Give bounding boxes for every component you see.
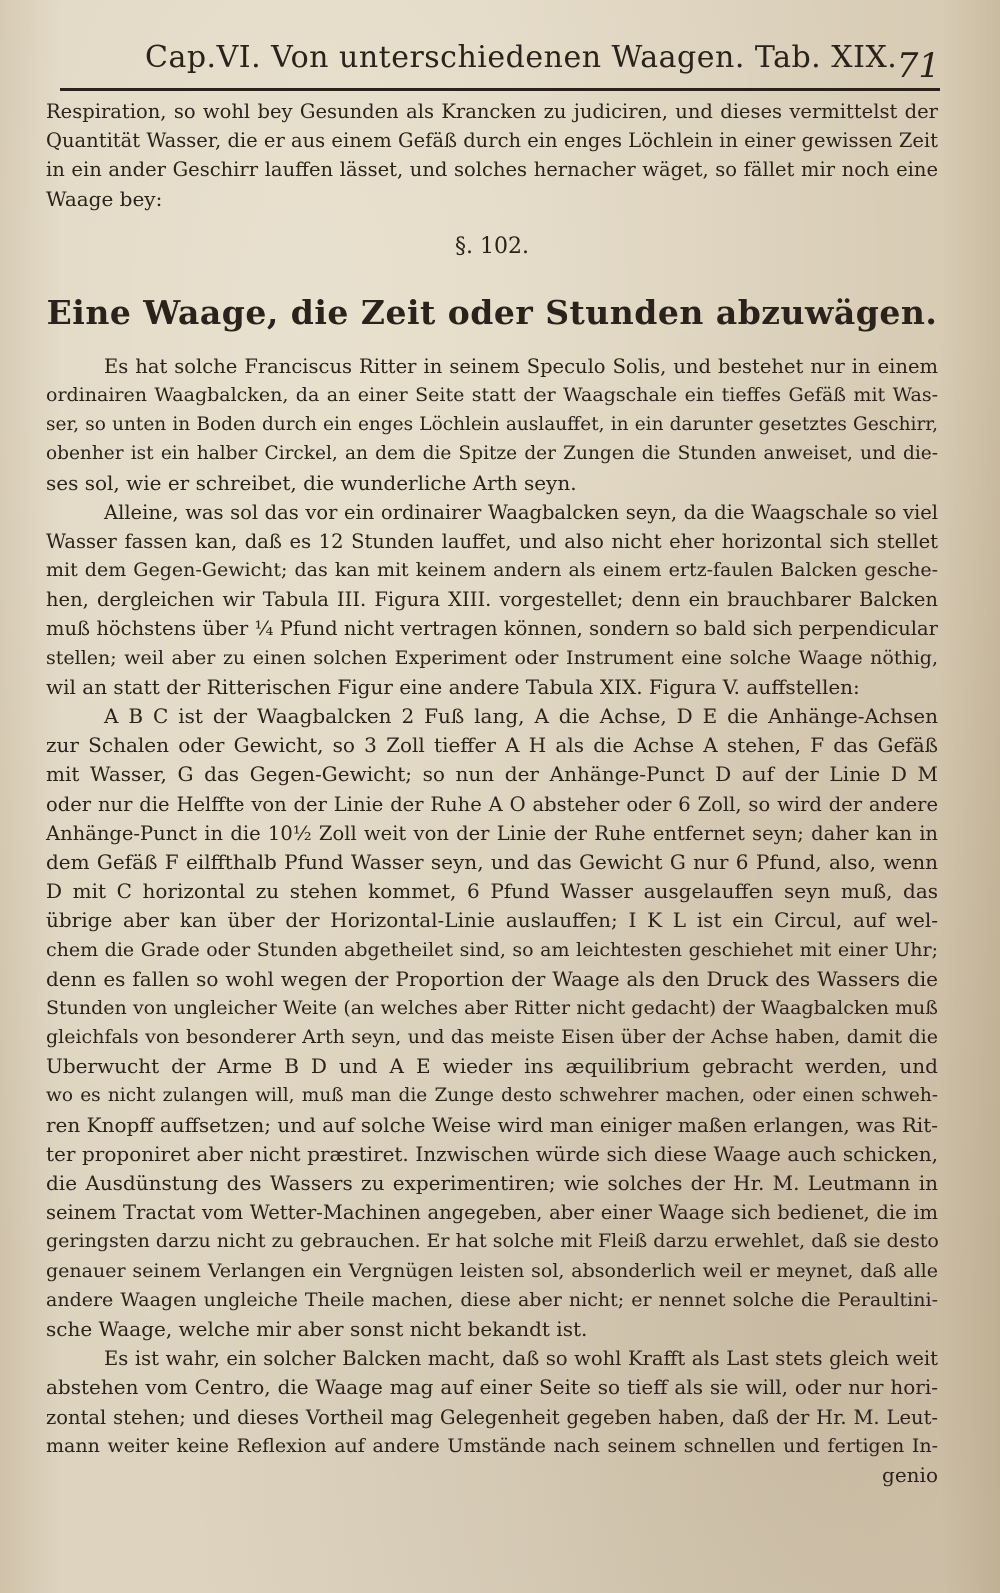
- text-line: Waage bey:: [46, 186, 163, 211]
- text-line: dem Gefäß F eilffthalb Pfund Wasser seyn, und das Gewicht G nur 6 Pfund, also, wenn: [46, 849, 938, 874]
- text-line: D mit C horizontal zu stehen kommet, 6 Pfund Wasser ausgelauffen seyn muß, das: [46, 879, 938, 904]
- page-header: [60, 40, 940, 90]
- text-line: obenher ist ein halber Circkel, an dem die Spitze der Zungen die Stunden anweiset, und die-: [46, 443, 938, 465]
- running-title: Cap.VI. Von unterschiedenen Waagen. Tab. XIX.: [145, 40, 898, 75]
- catchword: genio: [882, 1462, 938, 1487]
- text-line: denn es fallen so wohl wegen der Proportion der Waage als den Druck des Wassers die: [46, 966, 938, 991]
- text-line: sche Waage, welche mir aber sonst nicht bekandt ist.: [46, 1316, 588, 1341]
- text-line: zontal stehen; und dieses Vortheil mag Gelegenheit gegeben haben, daß der Hr. M. Leut-: [46, 1405, 938, 1429]
- text-line: mit dem Gegen-Gewicht; das kan mit keinem andern als einem ertz-faulen Balcken gesche-: [46, 559, 938, 582]
- text-line: seinem Tractat vom Wetter-Machinen angegeben, aber einer Waage sich bedienet, die im: [46, 1201, 938, 1225]
- text-line: andere Waagen ungleiche Theile machen, diese aber nicht; er nennet solche die Peraultini-: [46, 1288, 938, 1311]
- text-line: chem die Grade oder Stunden abgetheilet sind, so am leichtesten geschiehet mit einer Uhr;: [46, 938, 938, 961]
- text-line: gleichfals von besonderer Arth seyn, und das meiste Eisen über der Achse haben, damit die: [46, 1026, 938, 1049]
- text-line: in ein ander Geschirr lauffen lässet, und solches hernacher wäget, so fället mir noch eine: [46, 158, 938, 182]
- text-line: mit Wasser, G das Gegen-Gewicht; so nun der Anhänge-Punct D auf der Linie D M: [46, 762, 938, 787]
- text-line: Stunden von ungleicher Weite (an welches aber Ritter nicht gedacht) der Waagbalcken muß: [46, 996, 938, 1019]
- text-line: muß höchstens über ¼ Pfund nicht vertragen können, sondern so bald sich perpendicular: [46, 617, 938, 641]
- text-line: zur Schalen oder Gewicht, so 3 Zoll tieffer A H als die Achse A stehen, F das Gefäß: [46, 733, 938, 758]
- text-line: wo es nicht zulangen will, muß man die Zunge desto schwehrer machen, oder einen schweh-: [46, 1085, 938, 1107]
- page-number: 71: [896, 46, 940, 86]
- text-line: geringsten darzu nicht zu gebrauchen. Er hat solche mit Fleiß darzu erwehlet, daß sie desto: [46, 1230, 939, 1253]
- text-line: abstehen vom Centro, die Waage mag auf einer Seite so tieff als sie will, oder nur hori-: [46, 1375, 938, 1400]
- text-line: Respiration, so wohl bey Gesunden als Krancken zu judiciren, und dieses vermittelst der: [46, 100, 938, 123]
- paragraph-2: [46, 498, 938, 702]
- body-text: [46, 97, 938, 1490]
- text-line: wil an statt der Ritterischen Figur eine andere Tabula XIX. Figura V. auffstellen:: [46, 674, 860, 699]
- section-heading: Eine Waage, die Zeit oder Stunden abzuwägen.: [46, 292, 938, 332]
- text-line: Quantität Wasser, die er aus einem Gefäß durch ein enges Löchlein in einer gewissen Zeit: [46, 129, 938, 153]
- text-line: Alleine, was sol das vor ein ordinairer Waagbalcken seyn, da die Waagschale so viel: [104, 500, 938, 524]
- text-line: ren Knopff auffsetzen; und auf solche Weise wird man einiger maßen erlangen, was Rit-: [46, 1112, 938, 1137]
- text-line: Wasser fassen kan, daß es 12 Stunden lauffet, und also nicht eher horizontal sich stellet: [46, 529, 938, 553]
- text-line: hen, dergleichen wir Tabula III. Figura XIII. vorgestellet; denn ein brauchbarer Balcken: [46, 588, 938, 612]
- text-line: stellen; weil aber zu einen solchen Experiment oder Instrument eine solche Waage nöthig,: [46, 646, 938, 669]
- text-line: Anhänge-Punct in die 10½ Zoll weit von der Linie der Ruhe entfernet seyn; daher kan in: [46, 821, 938, 845]
- paragraph-3: [46, 702, 938, 1344]
- text-line: ter proponiret aber nicht præstiret. Inzwischen würde sich diese Waage auch schicken,: [46, 1141, 938, 1166]
- text-line: die Ausdünstung des Wassers zu experimentiren; wie solches der Hr. M. Leutmann in: [46, 1171, 938, 1195]
- intro-paragraph: [46, 97, 938, 214]
- text-line: genauer seinem Verlangen ein Vergnügen leisten sol, absonderlich weil er meynet, daß alle: [46, 1259, 938, 1282]
- section-number: §. 102.: [455, 233, 529, 259]
- text-line: oder nur die Helffte von der Linie der Ruhe A O absteher oder 6 Zoll, so wird der andere: [46, 792, 938, 816]
- header-rule: [60, 88, 940, 91]
- text-line: A B C ist der Waagbalcken 2 Fuß lang, A die Achse, D E die Anhänge-Achsen: [104, 704, 938, 728]
- text-line: übrige aber kan über der Horizontal-Linie auslauffen; I K L ist ein Circul, auf wel-: [46, 908, 938, 933]
- paragraph-1: [46, 352, 938, 498]
- text-line: Es ist wahr, ein solcher Balcken macht, daß so wohl Krafft als Last stets gleich weit: [104, 1347, 938, 1371]
- text-line: mann weiter keine Reflexion auf andere Umstände nach seinem schnellen und fertigen In-: [46, 1434, 938, 1457]
- text-line: ordinairen Waagbalcken, da an einer Seite statt der Waagschale ein tieffes Gefäß mit Was-: [46, 383, 938, 406]
- text-line: Uberwucht der Arme B D und A E wieder ins æquilibrium gebracht werden, und: [46, 1054, 938, 1079]
- text-line: ses sol, wie er schreibet, die wunderliche Arth seyn.: [46, 470, 577, 495]
- text-line: Es hat solche Franciscus Ritter in seinem Speculo Solis, und bestehet nur in einem: [104, 354, 938, 378]
- paragraph-4: [46, 1344, 938, 1461]
- text-line: ser, so unten in Boden durch ein enges Löchlein auslauffet, in ein darunter gesetztes Geschirr,: [46, 414, 938, 436]
